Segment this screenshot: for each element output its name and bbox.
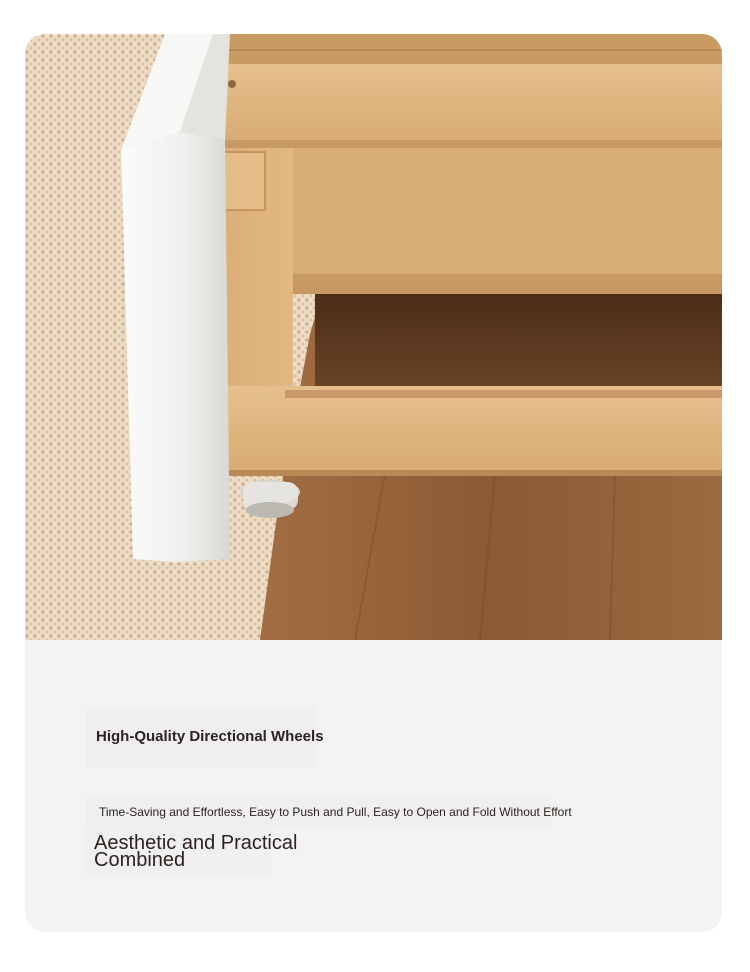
product-photo — [25, 34, 722, 640]
feature-tagline — [94, 832, 354, 871]
white-leg — [121, 132, 230, 562]
bed-bottom-rail — [225, 386, 722, 476]
screw-icon — [228, 80, 236, 88]
directional-wheel-icon — [240, 480, 300, 518]
tagline-line-2: Combined — [94, 849, 186, 871]
feature-title: High-Quality Directional Wheels — [96, 728, 324, 745]
under-bed-shadow — [315, 289, 722, 389]
product-feature-card — [25, 34, 722, 932]
feature-description: Time-Saving and Effortless, Easy to Push and Pull, Easy to Open and Fold Without Effort — [99, 805, 572, 819]
tagline-line-1: Aesthetic and Practical — [94, 832, 298, 854]
bed-top-rail — [195, 64, 722, 146]
